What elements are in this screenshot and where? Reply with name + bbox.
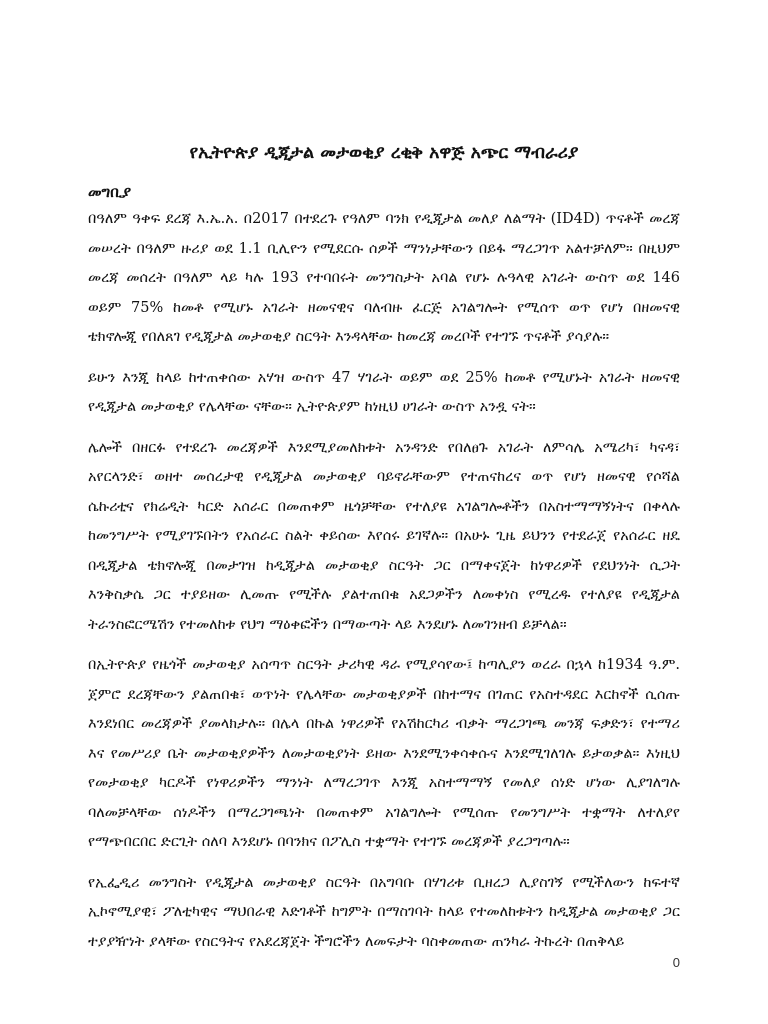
paragraph-line: መሠረት በዓለም ዙሪያ ወደ 1.1 ቢሊዮን የሚደርሱ ሰዎች ማንነታቸውን በይፋ ማረጋገጥ አልተቻለም። በዚህም: [88, 240, 680, 257]
paragraph: [88, 434, 680, 641]
paragraph-line: እና የመሥሪያ ቤት መታወቂያዎችን ለመታወቂያነት ይዘው እንደሚንቀሳቀሱና እንደሚገለገሉ ይታወቃል። እነዚህ: [88, 745, 680, 762]
paragraph-line: ጀምሮ ደረጃቸውን ያልጠበቁ፣ ወጥነት የሌላቸው መታወቂያዎች በከተማና በገጠር የአስተዳደር እርከኖች ሲሰጡ: [88, 686, 680, 703]
paragraph-line: አየርላንድ፣ ወዘተ መሰረታዊ የዲጂታል መታወቂያ ባይኖራቸውም የተጠናከረና ወጥ የሆነ ዘመናዊ የሶሻል: [88, 469, 680, 485]
paragraph-line: እንቅስቃሴ ጋር ተያይዘው ሊመጡ የሚችሉ ያልተጠበቁ አደጋዎችን ለመቀነስ የሚረዱ የተለያዩ የዲጂታል: [88, 587, 680, 603]
paragraph: [88, 869, 680, 958]
paragraph-line: የዲጂታል መታወቂያ የሌላቸው ናቸው። ኢትዮጵያም ከነዚህ ሀገራት ውስጥ አንዷ ናት።: [88, 399, 536, 415]
paragraph-line: መረጃ መሰረት በዓለም ላይ ካሉ 193 የተባበሩት መንግስታት አባል የሆኑ ሉዓላዊ አገራት ውስጥ ወደ 146: [88, 270, 680, 286]
paragraph-line: ተያያዥነት ያላቸው የስርዓትና የአደረጃጀት ችግሮችን ለመፍታት ባስቀመጠው ጠንካራ ትኩረት በጠቅላይ: [88, 933, 625, 950]
paragraph-line: በኢትዮጵያ የዜጎች መታወቂያ አሰጣጥ ስርዓት ታሪካዊ ዳራ የሚያሳየው፤ ከጣሊያን ወረራ በኋላ ከ1934 ዓ.ም.: [88, 657, 680, 673]
paragraph-line: ሴኩሪቲና የክሬዲት ካርድ አሰራር በመጠቀም ዜጎቻቸው የተለያዩ አገልግሎቶችን በአስተማማኝነትና በቀላሉ: [88, 498, 680, 515]
paragraph-line: የመታወቂያ ካርዶች የነዋሪዎችን ማንነት ለማረጋገጥ እንጂ አስተማማኝ የመለያ ሰነድ ሆነው ሊያገለግሉ: [88, 775, 680, 791]
paragraph-line: እንደነበር መረጃዎች ያመላክታሉ። በሌላ በኩል ነዋሪዎች የአሽከርካሪ ብቃት ማረጋገጫ መንጃ ፍቃድን፣ የተማሪ: [88, 716, 680, 732]
paragraph-line: የማጭበርበር ድርጊት ሰለባ እንደሆኑ በባንክና በፖሊስ ተቋማት የተገኙ መረጃዎች ያረጋግጣሉ።: [88, 834, 570, 850]
paragraph-line: በዲጂታል ቴክኖሎጂ በመታገዝ ከዲጂታል መታወቂያ ስርዓት ጋር በማቀናጀት ከነዋሪዎች የደህንነት ሲጋት: [88, 557, 680, 574]
paragraph-line: በዓለም ዓቀፍ ደረጃ እ.ኤ.አ. በ2017 በተደረጉ የዓለም ባንክ የዲጂታል መለያ ለልማት (ID4D) ጥናቶች መረጃ: [88, 211, 680, 227]
paragraph-line: ቴክኖሎጂ የበለጸገ የዲጂታል መታወቂያ ስርዓት እንዳላቸው ከመረጃ መረቦች የተገኙ ጥናቶች ያሳያሉ።: [88, 329, 610, 345]
section-heading: መግቢያ: [88, 183, 132, 201]
paragraph-line: የኢፌዲሪ መንግስት የዲጂታል መታወቂያ ስርዓት በአግባቡ በሃገሪቱ ቢዘረጋ ሊያስገኝ የሚችለውን ከፍተኛ: [88, 874, 680, 891]
paragraph-line: ከመንግሥት የሚያገኙበትን የአሰራር ስልት ቀይሰው እየሰሩ ይገኛሉ። በአሁኑ ጊዜ ይህንን የተደራጀ የአሰራር ዘዴ: [88, 528, 680, 544]
paragraph: [88, 205, 680, 353]
paragraph-line: ባለመቻላቸው ሰነዶችን በማረጋገጫነት በመጠቀም አገልግሎት የሚሰጡ የመንግሥት ተቋማት ለተለያየ: [88, 804, 680, 821]
paragraph: [88, 651, 680, 858]
paragraph-line: ትራንስፎርሜሽን የተመለከቱ የህግ ማዕቀፎችን በማውጣት ላይ እንደሆኑ ለመገንዘብ ይቻላል።: [88, 616, 567, 633]
paragraph-line: ሌሎች በዘርፉ የተደረጉ መረጃዎች እንደሚያመለክቱት አንዳንድ የበለፀጉ አገራት ለምሳሌ አሜሪካ፣ ካናዳ፣: [88, 439, 680, 456]
document-title: የኢትዮጵያ ዲጂታል መታወቂያ ረቂቅ አዋጅ አጭር ማብራሪያ: [189, 143, 579, 163]
paragraph-line: ወይም 75% ከመቶ የሚሆኑ አገራት ዘመናዊና ባለብዙ ፈርጅ አገልግሎት የሚሰጥ ወጥ የሆነ በዘመናዊ: [88, 299, 680, 316]
paragraph-line: ይሁን እንጂ ከላይ ከተጠቀሰው አሃዝ ውስጥ 47 ሃገራት ወይም ወደ 25% ከመቶ የሚሆኑት አገራት ዘመናዊ: [88, 369, 680, 386]
paragraph: [88, 364, 680, 423]
body-text: [88, 205, 680, 968]
page-number: 0: [672, 955, 680, 970]
paragraph-line: ኢኮኖሚያዊ፣ ፖለቲካዊና ማህበራዊ እድገቶች ከግምት በማስገባት ከላይ የተመለከቱትን ከዲጂታል መታወቂያ ጋር: [88, 904, 680, 920]
